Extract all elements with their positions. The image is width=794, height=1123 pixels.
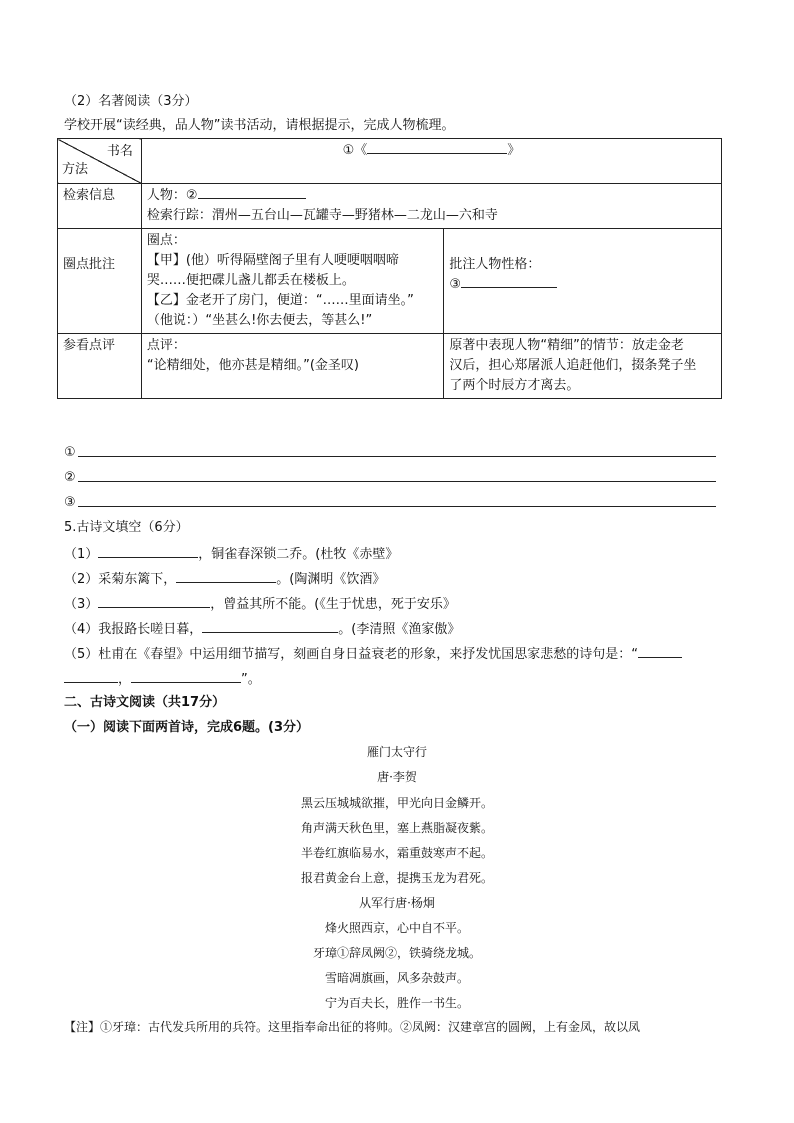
personality-number: ③ — [449, 277, 461, 292]
fill-question-5-line1: （5）杜甫在《春望》中运用细节描写，刻画自身日益衰老的形象，来抒发忧国思家悲愁的诗句是：“ — [64, 645, 682, 663]
row-label-comment: 参看点评 — [58, 334, 142, 399]
personality-label: 批注人物性格： — [449, 257, 541, 272]
book-prefix: ①《 — [342, 143, 368, 158]
poem1-line: 报君黄金台上意，提携玉龙为君死。 — [300, 871, 493, 885]
book-title-cell — [141, 139, 721, 184]
poem2-line: 烽火照西京，心中自不平。 — [324, 921, 469, 935]
poem2-title: 从军行唐·杨炯 — [359, 896, 435, 910]
fill-blank-5c[interactable] — [131, 670, 241, 683]
poem1-author: 唐·李贺 — [377, 770, 417, 784]
activity-intro: 学校开展“读经典，品人物”读书活动，请根据提示，完成人物梳理。 — [64, 118, 455, 133]
answer-line-3[interactable]: ③ — [64, 495, 716, 511]
poem1-line: 角声满天秋色里，塞上燕脂凝夜紫。 — [300, 821, 493, 835]
fill-blank-5a[interactable] — [638, 645, 682, 658]
quote-label: 圈点： — [146, 233, 186, 248]
poem1-title: 雁门太守行 — [366, 745, 427, 759]
table-row-search — [58, 184, 722, 229]
header-book-label: 书名 — [106, 144, 133, 159]
diagonal-header-cell — [58, 139, 142, 184]
fill-question-5-line2: ， ”。 — [64, 670, 261, 688]
fill-question-2: （2）采菊东篱下， 。(陶渊明《饮酒》 — [64, 572, 386, 587]
search-info-cell — [141, 184, 721, 229]
fill-question-4: （4）我报路长嗟日暮， 。(李清照《渔家傲》 — [64, 622, 461, 637]
route-text: 检索行踪：渭州—五台山—瓦罐寺—野猪林—二龙山—六和寺 — [146, 208, 498, 223]
book-title-blank[interactable] — [367, 141, 507, 154]
poem2-line: 牙璋①辞凤阙②，铁骑绕龙城。 — [312, 946, 481, 960]
plot-cell — [444, 334, 722, 399]
section-heading-masterpiece: （2）名著阅读（3分） — [64, 94, 198, 109]
comment-label: 点评： — [146, 338, 186, 353]
personality-blank[interactable] — [461, 275, 557, 288]
person-blank[interactable] — [198, 186, 306, 199]
footnote: 【注】①牙璋：古代发兵所用的兵符。这里指奉命出征的将帅。②凤阙：汉建章宫的圆阙，上有金凤，故以凤 — [64, 1020, 641, 1034]
row-label-annotation: 圈点批注 — [58, 229, 142, 334]
table-row-comment — [58, 334, 722, 399]
row-label-search: 检索信息 — [58, 184, 142, 229]
book-suffix: 》 — [507, 143, 521, 158]
fill-blank-4[interactable] — [202, 620, 338, 633]
fill-question-3: （3） ，曾益其所不能。(《生于忧患，死于安乐》 — [64, 597, 456, 612]
poem1-line: 黑云压城城欲摧，甲光向日金鳞开。 — [300, 796, 493, 810]
fill-question-1: （1） ，铜雀春深锁二乔。(杜牧《赤壁》 — [64, 547, 399, 562]
comment-cell — [141, 334, 443, 399]
header-method-label: 方法 — [62, 162, 89, 177]
table-row-annotation — [58, 229, 722, 334]
plot-line-3: 了两个时辰方才离去。 — [449, 378, 580, 393]
part2-heading: 二、古诗文阅读（共17分） — [64, 695, 226, 710]
fill-blank-3[interactable] — [98, 595, 210, 608]
poem2-line: 宁为百夫长，胜作一书生。 — [324, 996, 469, 1010]
section5-heading: 5.古诗文填空（6分） — [64, 520, 189, 535]
part2-subheading: （一）阅读下面两首诗，完成6题。(3分） — [64, 720, 310, 735]
poem1-line: 半卷红旗临易水，霜重鼓寒声不起。 — [300, 846, 493, 860]
quote-jia-line1: 【甲】(他）听得隔壁阁子里有人哽哽咽咽啼 — [146, 253, 399, 268]
plot-line-1: 原著中表现人物“精细”的情节：放走金老 — [449, 338, 684, 353]
fill-blank-1[interactable] — [98, 545, 198, 558]
person-label: 人物：② — [146, 188, 198, 203]
plot-line-2: 汉后，担心郑屠派人追赶他们，掇条凳子坐 — [449, 358, 697, 373]
character-table — [57, 138, 722, 399]
fill-blank-2[interactable] — [176, 570, 276, 583]
answer-line-1[interactable]: ① — [64, 445, 716, 461]
personality-cell — [444, 229, 722, 334]
poem2-line: 雪暗凋旗画，风多杂鼓声。 — [324, 971, 469, 985]
annotation-quotes-cell — [141, 229, 443, 334]
quote-jia-line2: 哭……便把碟儿盏儿都丢在楼板上。 — [146, 273, 355, 288]
quote-yi-line1: 【乙】金老开了房门，便道：“……里面请坐。” — [146, 293, 414, 308]
quote-yi-line2: （他说：）“坐甚么!你去便去，等甚么!” — [146, 313, 373, 328]
answer-line-2[interactable]: ② — [64, 470, 716, 486]
fill-blank-5b[interactable] — [64, 670, 118, 683]
comment-quote: “论精细处，他亦甚是精细。”(金圣叹) — [146, 358, 359, 373]
table-row-header — [58, 139, 722, 184]
